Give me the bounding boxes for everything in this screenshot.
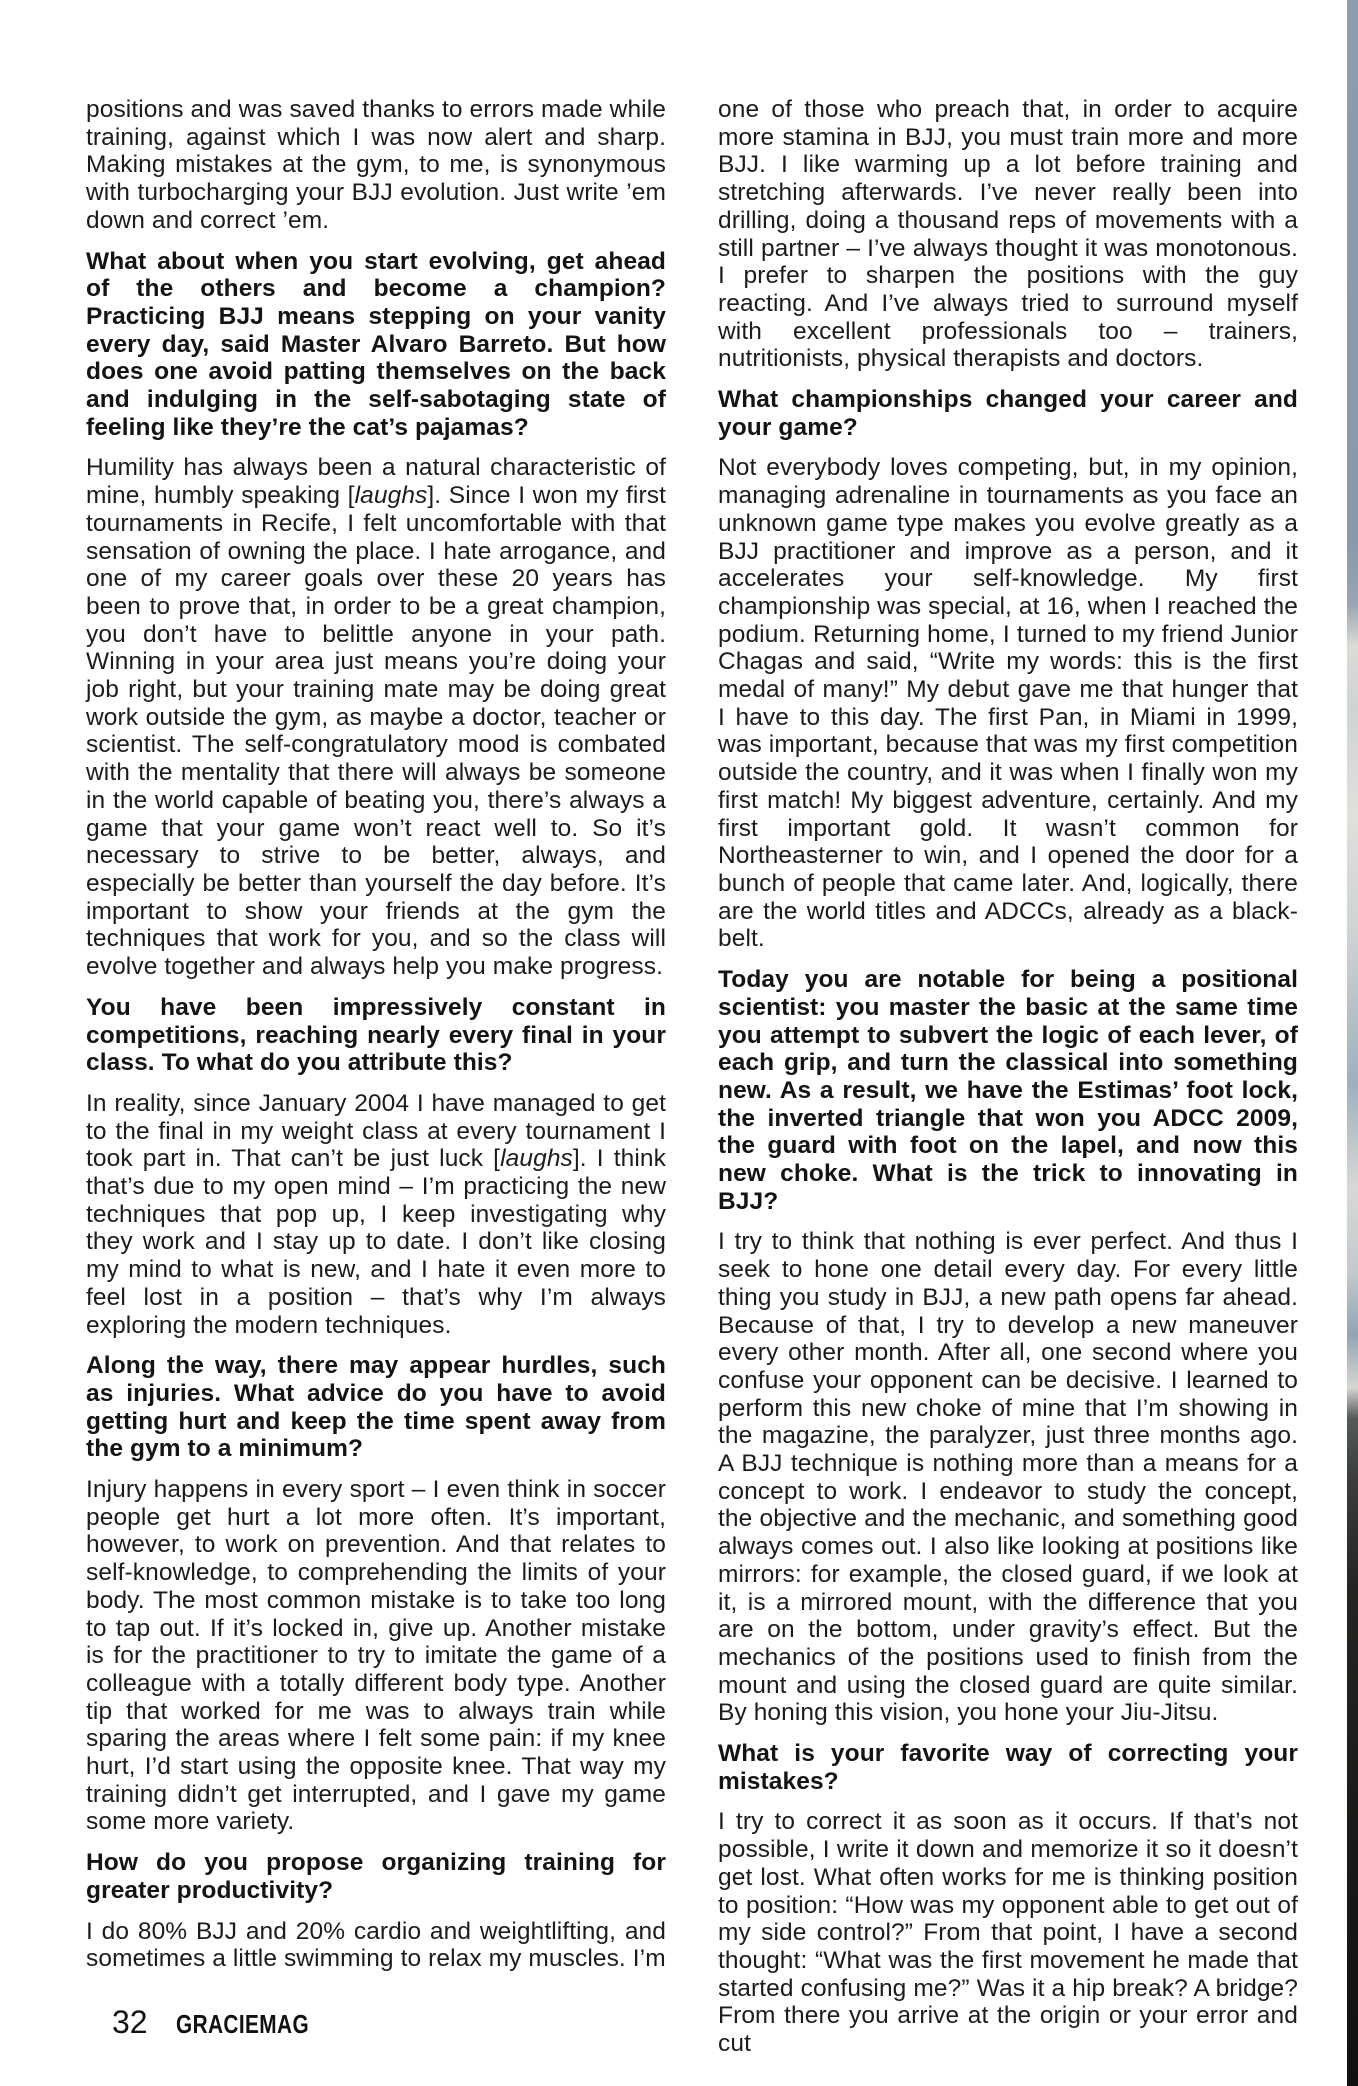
- interview-question: Along the way, there may appear hurdles, such as injuries. What advice do you have to avoid getting hurt and keep the time spent away from the gym to a minimum?: [86, 1352, 666, 1463]
- interview-question: You have been impressively constant in competitions, reaching nearly every final in your class. To what do you attribute this?: [86, 993, 666, 1077]
- interview-answer: Injury happens in every sport – I even think in soccer people get hurt a lot more often. It’s important, however, to work on prevention. And that relates to self-knowledge, to comprehending the limits of your body. The most common mistake is to take too long to tap out. If it’s locked in, give up. Another mistake is for the practitioner to try to imitate the game of a colleague with a totally different body type. Another tip that worked for me was to always train while sparing the areas where I felt some pain: if my knee hurt, I’d start using the opposite knee. That way my training didn’t get interrupted, and I gave my game some more variety.: [86, 1476, 666, 1836]
- answer-continuation-paragraph: positions and was saved thanks to errors made while training, against which I was now alert and sharp. Making mistakes at the gym, to me, is synonymous with turbocharging your BJJ evolution. Just write ’em down and correct ’em.: [86, 96, 666, 234]
- next-page-edge-strip: [1347, 0, 1358, 2086]
- interview-answer: I try to think that nothing is ever perfect. And thus I seek to hone one detail every day. For every little thing you study in BJJ, a new path opens far ahead. Because of that, I try to develop a new maneuver every other month. After all, one second where you confuse your opponent can be decisive. I learned to perform this new choke of mine that I’m showing in the magazine, the paralyzer, just three months ago. A BJJ technique is nothing more than a means for a concept to work. I endeavor to study the concept, the objective and the mechanic, and something good always comes out. I also like looking at positions like mirrors: for example, the closed guard, if we look at it, is a mirrored mount, with the difference that you are on the bottom, under gravity’s effect. But the mechanics of the positions used to finish from the mount and using the closed guard are quite similar. By honing this vision, you hone your Jiu-Jitsu.: [718, 1228, 1298, 1727]
- interview-question: What championships changed your career and your game?: [718, 386, 1298, 441]
- magazine-title: GRACIEMAG: [175, 2009, 309, 2039]
- answer-continuation-paragraph: one of those who preach that, in order to acquire more stamina in BJJ, you must train more and more BJJ. I like warming up a lot before training and stretching afterwards. I’ve never really been into drilling, doing a thousand reps of movements with a still partner – I’ve always thought it was monotonous. I prefer to sharpen the positions with the guy reacting. And I’ve always tried to surround myself with excellent professionals too – trainers, nutritionists, physical therapists and doctors.: [718, 96, 1298, 373]
- interview-question: What is your favorite way of correcting your mistakes?: [718, 1740, 1298, 1795]
- article-left-column: [86, 96, 666, 1986]
- article-right-column: [718, 96, 1298, 2071]
- interview-answer: Humility has always been a natural characteristic of mine, humbly speaking [laughs]. Since I won my first tournaments in Recife, I felt uncomfortable with that sensation of owning the place. I hate arrogance, and one of my career goals over these 20 years has been to prove that, in order to be a great champion, you don’t have to belittle anyone in your path. Winning in your area just means you’re doing your job right, but your training mate may be doing great work outside the gym, as maybe a doctor, teacher or scientist. The self-congratulatory mood is combated with the mentality that there will always be someone in the world capable of beating you, there’s always a game that your game won’t react well to. So it’s necessary to strive to be better, always, and especially be better than yourself the day before. It’s important to show your friends at the gym the techniques that work for you, and so the class will evolve together and always help you make progress.: [86, 454, 666, 981]
- interview-question: How do you propose organizing training for greater productivity?: [86, 1849, 666, 1904]
- interview-answer: I try to correct it as soon as it occurs. If that’s not possible, I write it down and memorize it so it doesn’t get lost. What often works for me is thinking position to position: “How was my opponent able to get out of my side control?” From that point, I have a second thought: “What was the first movement he made that started confusing me?” Was it a hip break? A bridge? From there you arrive at the origin or your error and cut: [718, 1808, 1298, 2058]
- interview-question: What about when you start evolving, get ahead of the others and become a champion? Practicing BJJ means stepping on your vanity every day, said Master Alvaro Barreto. But how does one avoid patting themselves on the back and indulging in the self-sabotaging state of feeling like they’re the cat’s pajamas?: [86, 247, 666, 441]
- page-number: 32: [112, 2004, 148, 2040]
- interview-answer: I do 80% BJJ and 20% cardio and weightlifting, and sometimes a little swimming to relax my muscles. I’m: [86, 1917, 666, 1973]
- interview-answer: In reality, since January 2004 I have managed to get to the final in my weight class at every tournament I took part in. That can’t be just luck [laughs]. I think that’s due to my open mind – I’m practicing the new techniques that pop up, I keep investigating why they work and I stay up to date. I don’t like closing my mind to what is new, and I hate it even more to feel lost in a position – that’s why I’m always exploring the modern techniques.: [86, 1089, 666, 1339]
- page-footer: [112, 2004, 342, 2041]
- interview-question: Today you are notable for being a positional scientist: you master the basic at the same time you attempt to subvert the logic of each lever, of each grip, and turn the classical into something new. As a result, we have the Estimas’ foot lock, the inverted triangle that won you ADCC 2009, the guard with foot on the lapel, and now this new choke. What is the trick to innovating in BJJ?: [718, 966, 1298, 1215]
- interview-answer: Not everybody loves competing, but, in my opinion, managing adrenaline in tournaments as you face an unknown game type makes you evolve greatly as a BJJ practitioner and improve as a person, and it accelerates your self-knowledge. My first championship was special, at 16, when I reached the podium. Returning home, I turned to my friend Junior Chagas and said, “Write my words: this is the first medal of many!” My debut gave me that hunger that I have to this day. The first Pan, in Miami in 1999, was important, because that was my first competition outside the country, and it was when I finally won my first match! My biggest adventure, certainly. And my first important gold. It wasn’t common for Northeasterner to win, and I opened the door for a bunch of people that came later. And, logically, there are the world titles and ADCCs, already as a black-belt.: [718, 454, 1298, 953]
